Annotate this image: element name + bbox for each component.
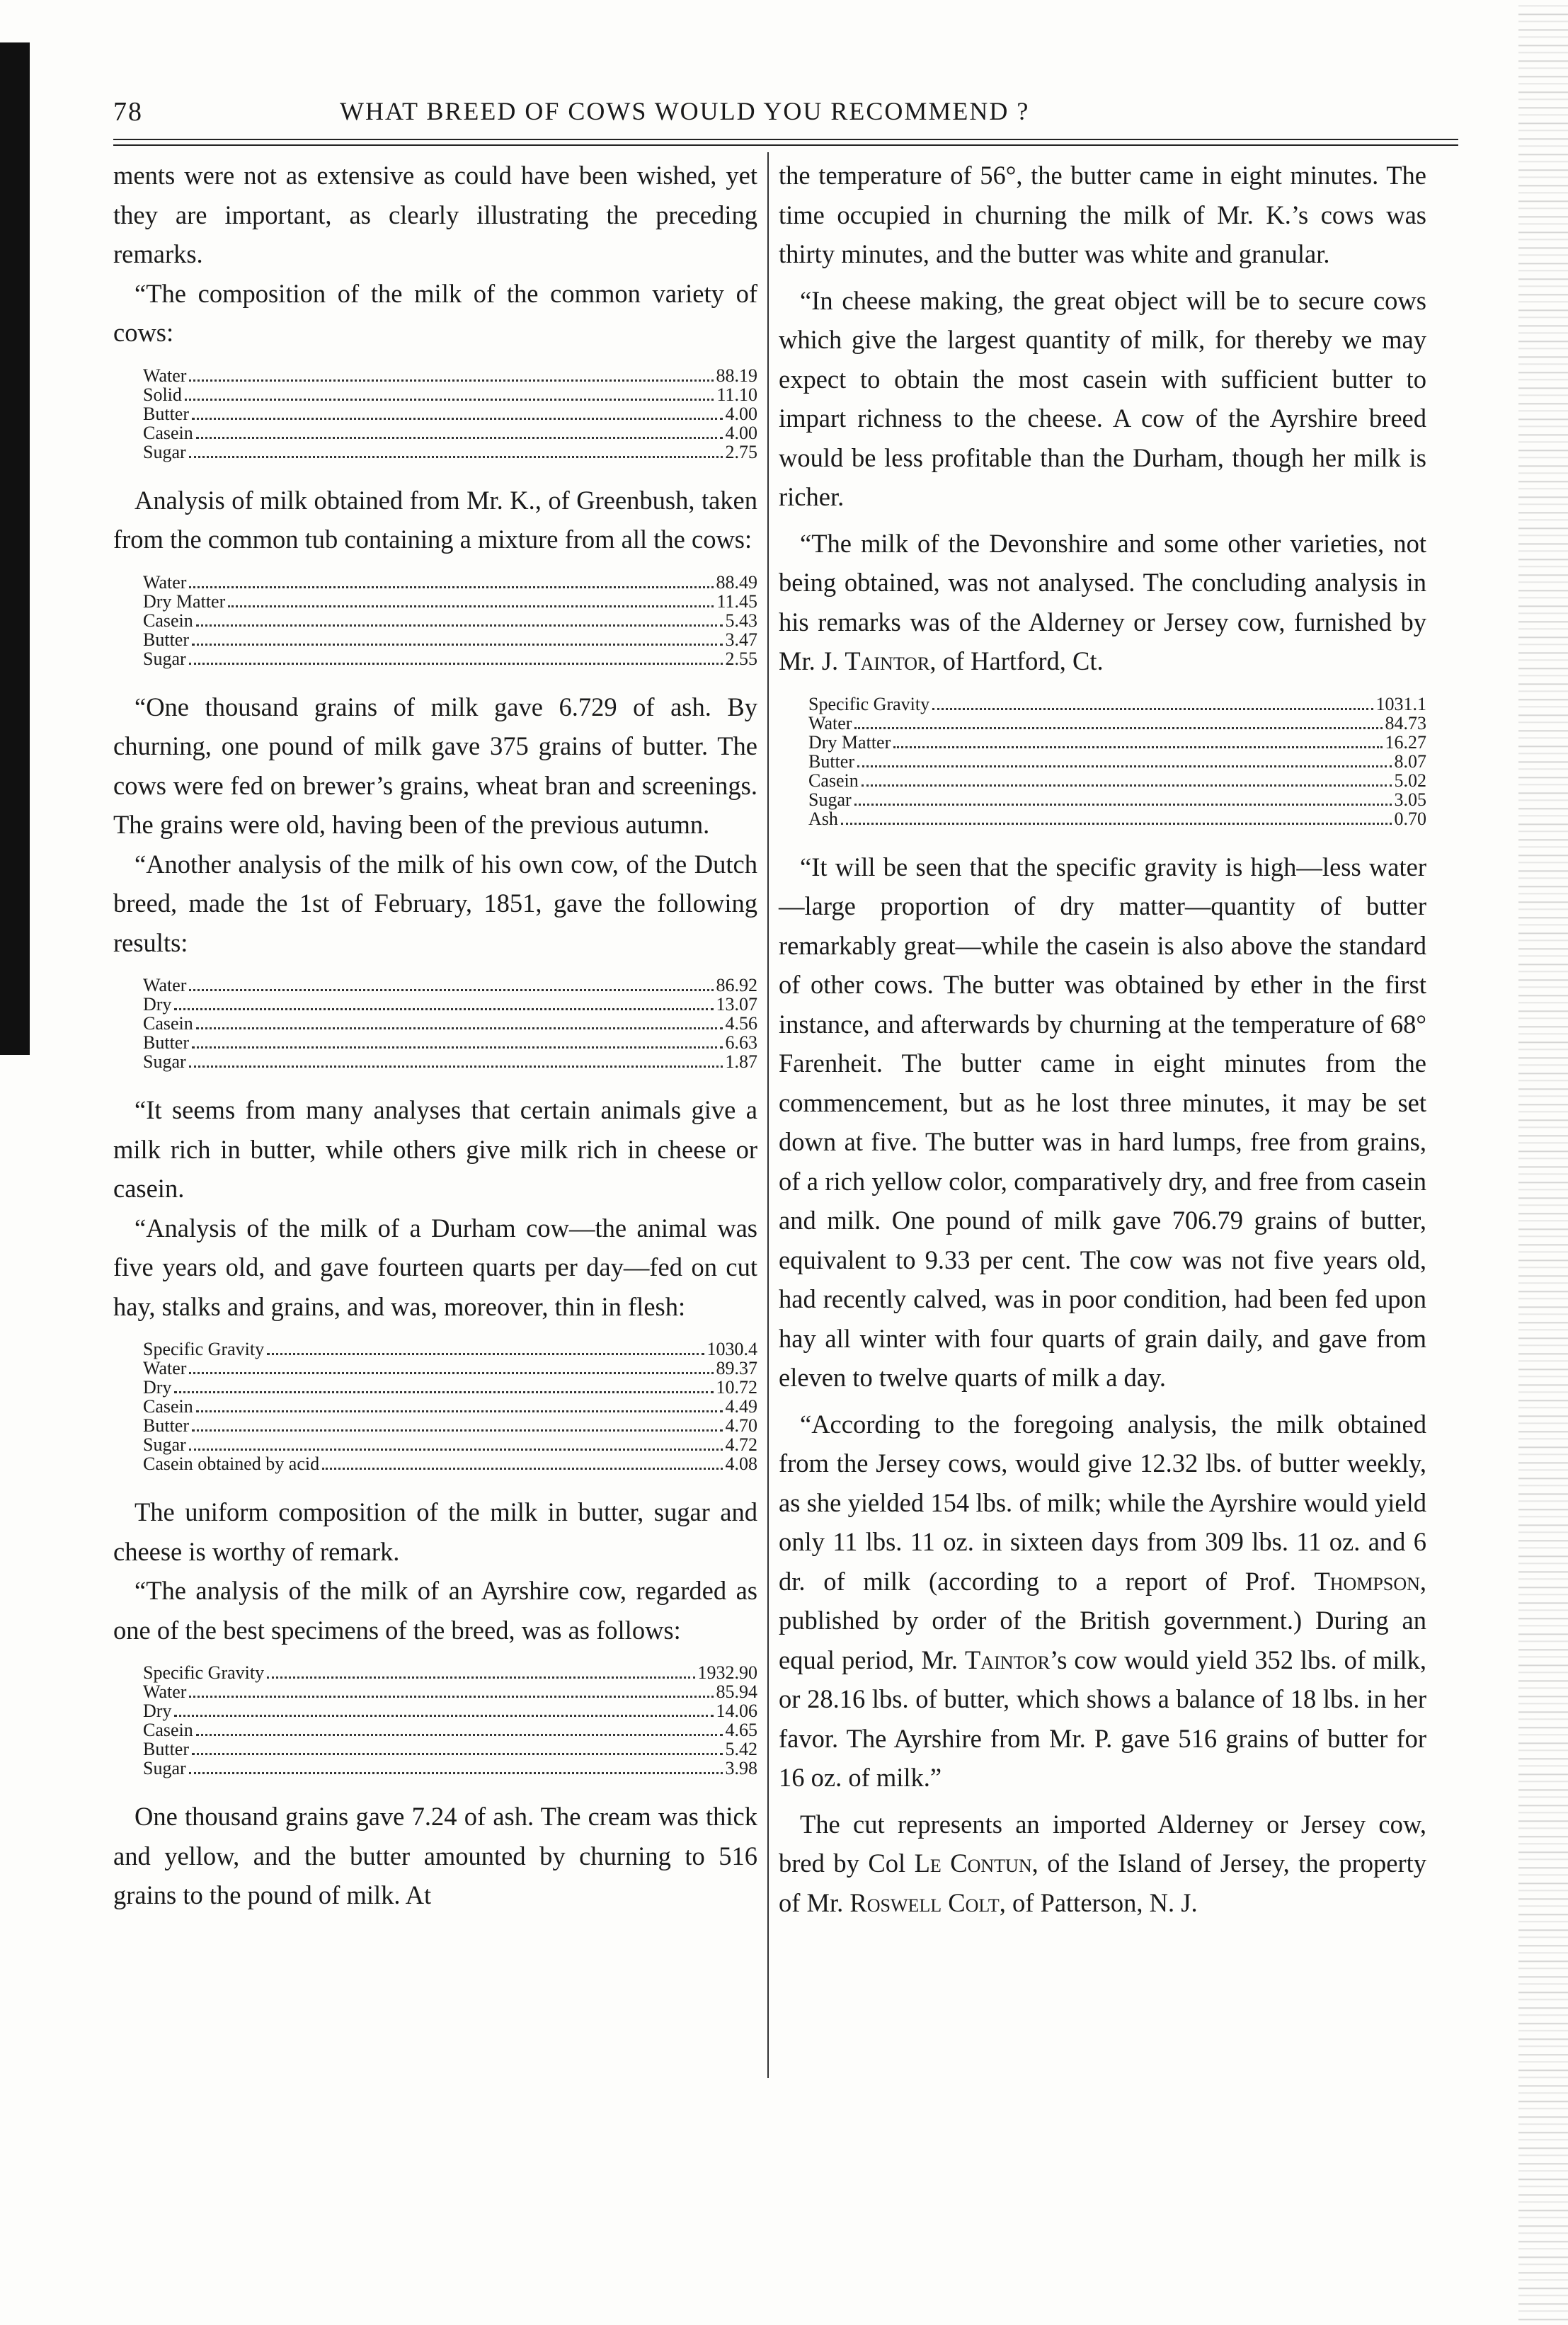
- analysis-label: Butter: [143, 629, 189, 650]
- analysis-table: [143, 367, 757, 462]
- analysis-label: Dry: [143, 994, 172, 1015]
- leader-dots: [196, 1410, 723, 1412]
- leader-dots: [174, 1714, 713, 1717]
- analysis-row: [143, 443, 757, 462]
- right-column: [779, 156, 1426, 1922]
- leader-dots: [189, 1771, 723, 1774]
- text-run: , published by order of the British government.) During an equal period, Mr.: [779, 1566, 1427, 1674]
- analysis-row: [143, 1664, 757, 1683]
- analysis-row: [808, 750, 1426, 772]
- analysis-row: [143, 1398, 757, 1417]
- analysis-label: Specific Gravity: [143, 1662, 265, 1683]
- analysis-row: [143, 631, 757, 650]
- header-rule: [113, 139, 1458, 146]
- analysis-value: 3.05: [1394, 789, 1426, 810]
- paragraph: “It seems from many analyses that certain animals give a milk rich in butter, while others give milk rich in cheese or casein.: [113, 1095, 757, 1203]
- person-name: Roswell Colt: [849, 1887, 1000, 1917]
- analysis-label: Butter: [808, 750, 854, 772]
- analysis-value: 11.10: [716, 384, 757, 405]
- leader-dots: [322, 1467, 722, 1470]
- analysis-value: 4.08: [725, 1453, 757, 1474]
- analysis-value: 86.92: [716, 975, 757, 995]
- analysis-row: [808, 714, 1426, 733]
- analysis-table: [808, 695, 1426, 829]
- paragraph: One thousand grains gave 7.24 of ash. The cream was thick and yellow, and the butter amounted by churning to 516 grains to the pound of milk. At: [113, 1802, 757, 1909]
- paragraph: Analysis of milk obtained from Mr. K., of Greenbush, taken from the common tub containing a mixture from all the cows:: [113, 485, 757, 554]
- analysis-row: [143, 1340, 757, 1359]
- analysis-value: 4.00: [725, 422, 757, 443]
- paragraph: ments were not as extensive as could have been wished, yet they are important, as clearly illustrating the preceding remarks.: [113, 161, 757, 268]
- analysis-value: 88.19: [716, 365, 757, 386]
- scan-edge: [0, 42, 30, 1055]
- leader-dots: [196, 624, 723, 627]
- analysis-row: [143, 573, 757, 593]
- paragraph: “Another analysis of the milk of his own cow, of the Dutch breed, made the 1st of February, 1851, gave the following results:: [113, 849, 757, 957]
- leader-dots: [196, 436, 723, 439]
- analysis-value: 89.37: [716, 1358, 757, 1378]
- analysis-value: 4.00: [725, 403, 757, 424]
- analysis-value: 13.07: [716, 994, 757, 1015]
- paragraph: [779, 524, 1426, 681]
- analysis-label: Water: [143, 1358, 187, 1378]
- analysis-label: Water: [143, 571, 187, 593]
- analysis-label: Butter: [143, 403, 189, 424]
- analysis-value: 3.98: [725, 1758, 757, 1778]
- analysis-row: [143, 1034, 757, 1053]
- paragraph: “In cheese making, the great object will be to secure cows which give the largest quantity of milk, for thereby we may expect to obtain the most casein with sufficient butter to impart richness to the cheese. A cow of the Ayrshire breed would be less profitable than the Durham, though her milk is richer.: [779, 285, 1426, 511]
- analysis-label: Dry Matter: [143, 590, 226, 612]
- analysis-label: Water: [143, 1681, 187, 1702]
- leader-dots: [189, 1695, 713, 1698]
- analysis-label: Butter: [143, 1032, 189, 1053]
- page-number: 78: [113, 97, 143, 127]
- leader-dots: [189, 988, 713, 991]
- left-column: [113, 156, 757, 1915]
- analysis-value: 4.56: [725, 1013, 757, 1034]
- analysis-value: 84.73: [1385, 712, 1426, 733]
- paragraph: “The composition of the milk of the common variety of cows:: [113, 278, 757, 347]
- analysis-label: Sugar: [143, 1051, 186, 1072]
- leader-dots: [893, 746, 1382, 748]
- analysis-value: 11.45: [716, 590, 757, 612]
- analysis-label: Sugar: [143, 1758, 186, 1778]
- text-run: The cut represents an imported Alderney or Jersey cow, bred by Col: [779, 1809, 1426, 1878]
- leader-dots: [174, 1007, 713, 1010]
- analysis-label: Water: [808, 712, 852, 733]
- analysis-value: 1.87: [725, 1051, 757, 1072]
- leader-dots: [267, 1352, 704, 1355]
- analysis-value: 4.49: [725, 1396, 757, 1417]
- analysis-value: 5.02: [1394, 770, 1426, 791]
- leader-dots: [192, 1046, 723, 1049]
- analysis-row: [143, 1417, 757, 1436]
- leader-dots: [189, 585, 713, 588]
- analysis-label: Solid: [143, 384, 182, 405]
- analysis-label: Casein: [143, 1396, 193, 1417]
- leader-dots: [854, 803, 1392, 806]
- analysis-value: 5.42: [725, 1739, 757, 1759]
- scan-margin-speckle: [1518, 0, 1568, 2325]
- paragraph: “It will be seen that the specific gravity is high—less water—large proportion of dry matter—quantity of butter remarkably great—while the casein is also above the standard of other cows. The butter was obtained by ether in the first instance, and afterwards by churning at the temperature of 68° Farenheit. The butter came in eight minutes from the commencement, but as he lost three minutes, it may be set down at five. The butter was in hard lumps, free from grains, of a rich yellow color, comparatively dry, and free from casein and milk. One pound of milk gave 706.79 grains of butter, equivalent to 9.33 per cent. The cow was not five years old, had recently calved, was in poor condition, had been fed upon hay all winter with four quarts of grain daily, and gave from eleven to twelve quarts of milk a day.: [779, 852, 1426, 1392]
- analysis-value: 5.43: [725, 610, 757, 631]
- leader-dots: [189, 1448, 723, 1451]
- analysis-label: Casein obtained by acid: [143, 1453, 320, 1474]
- leader-dots: [189, 1065, 723, 1068]
- analysis-label: Casein: [143, 1720, 193, 1740]
- analysis-label: Casein: [808, 770, 859, 791]
- analysis-label: Ash: [808, 808, 838, 829]
- analysis-value: 1932.90: [697, 1662, 757, 1683]
- analysis-row: [808, 772, 1426, 791]
- leader-dots: [174, 1390, 713, 1393]
- analysis-value: 10.72: [716, 1377, 757, 1398]
- person-name: Taintor: [965, 1645, 1051, 1674]
- analysis-label: Butter: [143, 1739, 189, 1759]
- paragraph: “The analysis of the milk of an Ayrshire cow, regarded as one of the best specimens of the breed, was as follows:: [113, 1576, 757, 1645]
- analysis-value: 88.49: [716, 571, 757, 593]
- analysis-row: [143, 1702, 757, 1721]
- leader-dots: [192, 1752, 723, 1755]
- analysis-label: Casein: [143, 422, 193, 443]
- analysis-label: Specific Gravity: [143, 1339, 265, 1359]
- paragraph: [779, 1405, 1426, 1798]
- analysis-value: 1030.4: [706, 1339, 757, 1359]
- leader-dots: [196, 1027, 723, 1029]
- analysis-row: [143, 1721, 757, 1740]
- analysis-row: [143, 1759, 757, 1778]
- leader-dots: [189, 379, 713, 382]
- paragraph: “Analysis of the milk of a Durham cow—the animal was five years old, and gave fourteen quarts per day—fed on cut hay, stalks and grains, and was, moreover, thin in flesh:: [113, 1213, 757, 1321]
- leader-dots: [189, 662, 723, 665]
- analysis-row: [143, 976, 757, 995]
- analysis-value: 2.55: [725, 648, 757, 669]
- text-run: ’s cow would yield 352 lbs. of milk, or 28.16 lbs. of butter, which shows a balance of 18 lbs. in her favor. The Ayrshire from Mr. P. gave 516 grains of butter for 16 oz. of milk.”: [779, 1645, 1427, 1792]
- analysis-value: 0.70: [1394, 808, 1426, 829]
- leader-dots: [854, 726, 1382, 729]
- leader-dots: [862, 784, 1392, 787]
- leader-dots: [189, 1371, 713, 1374]
- analysis-label: Sugar: [808, 789, 852, 810]
- analysis-row: [143, 1455, 757, 1474]
- analysis-row: [143, 1015, 757, 1034]
- analysis-value: 1031.1: [1375, 693, 1426, 714]
- person-name: Thompson: [1314, 1566, 1420, 1596]
- leader-dots: [192, 417, 723, 420]
- analysis-row: [808, 733, 1426, 753]
- analysis-value: 4.70: [725, 1415, 757, 1436]
- analysis-row: [143, 386, 757, 405]
- analysis-label: Dry: [143, 1701, 172, 1721]
- leader-dots: [841, 822, 1392, 825]
- analysis-row: [143, 995, 757, 1015]
- analysis-table: [143, 573, 757, 669]
- text-run: , of Patterson, N. J.: [999, 1887, 1198, 1917]
- leader-dots: [196, 1733, 723, 1736]
- leader-dots: [228, 605, 714, 607]
- analysis-row: [143, 590, 757, 612]
- analysis-label: Sugar: [143, 441, 186, 462]
- person-name: Taintor: [845, 646, 930, 675]
- analysis-row: [143, 1378, 757, 1398]
- text-run: , of Hartford, Ct.: [929, 646, 1104, 675]
- analysis-label: Dry Matter: [808, 731, 891, 753]
- text-run: “The milk of the Devonshire and some other varieties, not being obtained, was not analysed. The concluding analysis in his remarks was of the Alderney or Jersey cow, furnished by Mr. J.: [779, 528, 1426, 675]
- analysis-value: 85.94: [716, 1681, 757, 1702]
- analysis-row: [143, 1053, 757, 1072]
- analysis-table: [143, 1340, 757, 1474]
- analysis-row: [143, 405, 757, 424]
- running-head: WHAT BREED OF COWS WOULD YOU RECOMMEND ?: [340, 97, 1030, 125]
- analysis-row: [143, 612, 757, 631]
- analysis-value: 2.75: [725, 441, 757, 462]
- text-run: “According to the foregoing analysis, the milk obtained from the Jersey cows, would give 12.32 lbs. of butter weekly, as she yielded 154 lbs. of milk; while the Ayrshire would yield only 11 lbs. 11 oz. in sixteen days from 309 lbs. 11 oz. and 6 dr. of milk (according to a report of Prof.: [779, 1409, 1426, 1596]
- paragraph: The uniform composition of the milk in butter, sugar and cheese is worthy of remark.: [113, 1497, 757, 1566]
- analysis-table: [143, 976, 757, 1072]
- analysis-row: [808, 810, 1426, 829]
- leader-dots: [932, 707, 1373, 710]
- analysis-value: 16.27: [1385, 731, 1426, 753]
- analysis-row: [143, 1683, 757, 1702]
- analysis-label: Water: [143, 975, 187, 995]
- analysis-row: [143, 650, 757, 669]
- leader-dots: [857, 765, 1392, 767]
- leader-dots: [189, 455, 723, 458]
- analysis-value: 4.72: [725, 1434, 757, 1455]
- analysis-row: [808, 695, 1426, 714]
- text-run: , of the Island of Jersey, the property of Mr.: [779, 1849, 1427, 1917]
- leader-dots: [267, 1676, 694, 1679]
- paragraph: “One thousand grains of milk gave 6.729 of ash. By churning, one pound of milk gave 375 grains of butter. The cows were fed on brewer’s grains, wheat bran and screenings. The grains were old, having been of the previous autumn.: [113, 692, 757, 839]
- paragraph: [779, 1805, 1426, 1923]
- page-header: [113, 91, 1430, 140]
- analysis-label: Casein: [143, 610, 193, 631]
- analysis-label: Casein: [143, 1013, 193, 1034]
- analysis-label: Water: [143, 365, 187, 386]
- leader-dots: [185, 398, 714, 401]
- analysis-label: Sugar: [143, 1434, 186, 1455]
- analysis-label: Butter: [143, 1415, 189, 1436]
- leader-dots: [192, 643, 723, 646]
- analysis-row: [143, 1359, 757, 1378]
- analysis-row: [808, 791, 1426, 810]
- analysis-label: Dry: [143, 1377, 172, 1398]
- analysis-row: [143, 1740, 757, 1759]
- person-name: Le Contun: [914, 1849, 1032, 1878]
- analysis-value: 4.65: [725, 1720, 757, 1740]
- analysis-value: 3.47: [725, 629, 757, 650]
- analysis-row: [143, 1436, 757, 1455]
- analysis-table: [143, 1664, 757, 1778]
- paragraph: the temperature of 56°, the butter came in eight minutes. The time occupied in churning the milk of Mr. K.’s cows was thirty minutes, and the butter was white and granular.: [779, 161, 1426, 268]
- leader-dots: [192, 1429, 723, 1432]
- analysis-value: 14.06: [716, 1701, 757, 1721]
- analysis-value: 8.07: [1394, 750, 1426, 772]
- analysis-label: Specific Gravity: [808, 693, 930, 714]
- analysis-label: Sugar: [143, 648, 186, 669]
- analysis-row: [143, 424, 757, 443]
- column-divider: [767, 152, 769, 2078]
- analysis-row: [143, 367, 757, 386]
- analysis-value: 6.63: [725, 1032, 757, 1053]
